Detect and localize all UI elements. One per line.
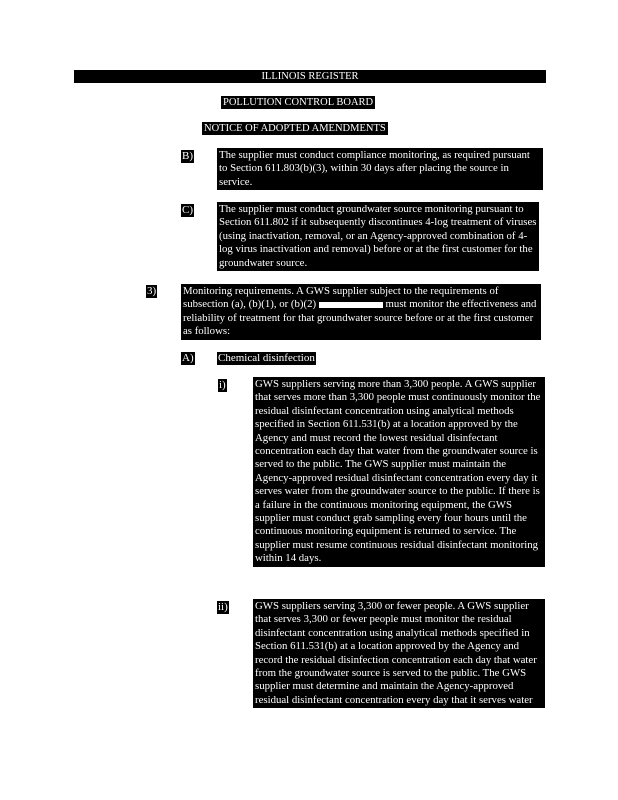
item-c-label: C) [182,204,193,216]
item-3-text [181,284,541,340]
register-title: ILLINOIS REGISTER [74,70,546,83]
item-A-heading: Chemical disinfection [218,352,315,364]
item-b-label: B) [182,150,193,162]
item-i-text: GWS suppliers serving more than 3,300 people. A GWS supplier that serves more than 3,300 people must continuously monitor the residual disinfectant concentration using analytical methods specified in Section 611.531(b) at a location approved by the Agency and must record the lowest residual disinfectant concentration each day that water from the groundwater source is served to the public. The GWS supplier must maintain the Agency-approved residual disinfectant concentration every day it serves water from the groundwater source to the public. If there is a failure in the continuous monitoring equipment, the GWS supplier must conduct grab sampling every four hours until the continuous monitoring equipment is returned to service. The supplier must resume continuous residual disinfectant monitoring within 14 days. [253,377,545,567]
redacted-text-mark [319,302,383,308]
item-c-text: The supplier must conduct groundwater source monitoring pursuant to Section 611.802 if it subsequently discontinues 4-log treatment of viruses (using inactivation, removal, or an Agency-approved combination of 4-log virus inactivation and removal) before or at the first customer for the groundwater source. [217,202,539,271]
item-A-label: A) [182,352,194,364]
item-ii-label: ii) [218,601,228,613]
item-b-text: The supplier must conduct compliance monitoring, as required pursuant to Section 611.803(b)(3), within 30 days after placing the source in service. [217,148,543,190]
board-title: POLLUTION CONTROL BOARD [223,97,374,108]
item-3-text-a: Monitoring requirements. A GWS supplier subject to the requirements of subsection (a), (b)(1), or (b)(2) [183,285,499,311]
item-i-label: i) [219,379,226,391]
item-3-label: 3) [147,285,157,297]
item-ii-text: GWS suppliers serving 3,300 or fewer people. A GWS supplier that serves 3,300 or fewer people must monitor the residual disinfectant concentration using analytical methods specified in Section 611.531(b) at a location approved by the Agency and record the residual disinfection concentration each day that water from the groundwater source is served to the public. The GWS supplier must determine and maintain the Agency-approved residual disinfectant concentration every day that it serves water [253,599,545,708]
item-3-text-b: must monitor the effectiveness and reliability of treatment for that groundwater source before or at the first customer as follows: [183,298,537,338]
notice-title: NOTICE OF ADOPTED AMENDMENTS [204,123,386,134]
